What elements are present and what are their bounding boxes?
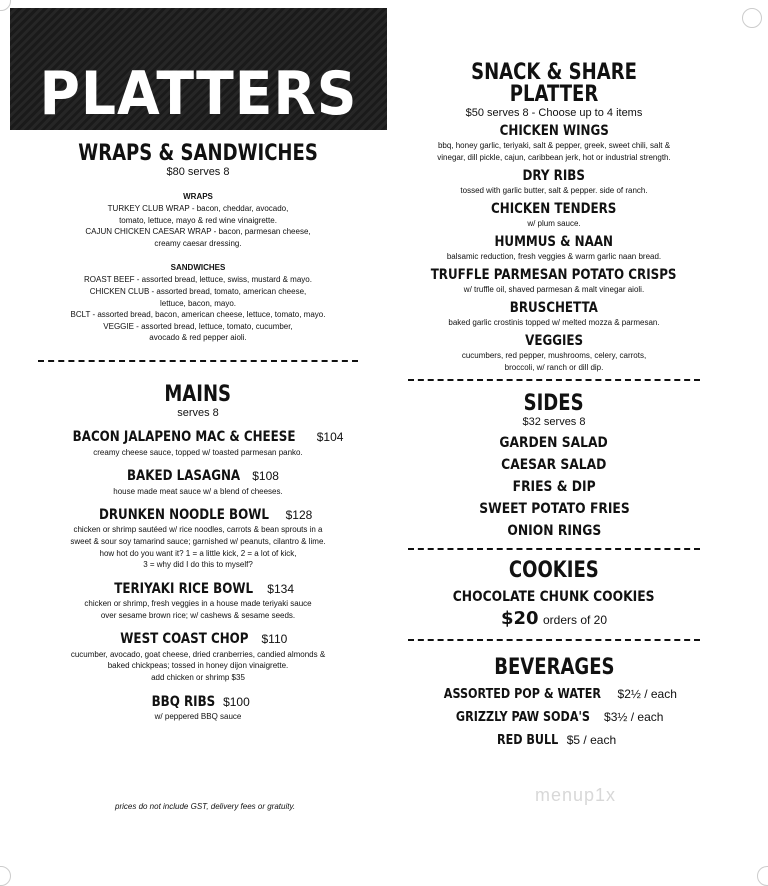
divider [408, 639, 700, 641]
sandwiches-line: VEGGIE - assorted bread, lettuce, tomato, cucumber, [103, 321, 293, 331]
side-item: SWEET POTATO FRIES [478, 501, 630, 518]
menu-item-desc: w/ plum sauce. [527, 219, 581, 229]
side-item: GARDEN SALAD [499, 435, 609, 452]
side-item: CAESAR SALAD [501, 457, 607, 474]
menu-item-desc: vinegar, dill pickle, cajun, caribbean jerk, hot or industrial strength. [437, 153, 671, 163]
section-subtitle: $80 serves 8 [166, 166, 230, 178]
sides-section [408, 393, 700, 542]
sandwiches-line: lettuce, bacon, mayo. [159, 298, 237, 308]
footer-note: prices do not include GST, delivery fees or gratuity. [115, 802, 296, 811]
right-column [408, 62, 700, 752]
cookie-item: CHOCOLATE CHUNK COOKIES [453, 589, 655, 606]
menu-item-name: WEST COAST CHOP $110 [119, 631, 288, 648]
menu-item-name: BRUSCHETTA [509, 299, 599, 316]
wraps-line: CAJUN CHICKEN CAESAR WRAP - bacon, parmesan cheese, [85, 227, 311, 237]
section-subtitle: $32 serves 8 [522, 416, 586, 429]
menu-item-desc: tossed with garlic butter, salt & pepper. side of ranch. [460, 186, 648, 196]
menu-item-desc: 3 = why did I do this to myself? [143, 560, 253, 570]
cookie-price-line [408, 608, 700, 631]
side-item: FRIES & DIP [512, 479, 596, 496]
section-title: SNACK & SHARE PLATTER [471, 60, 637, 107]
menu-item-desc: chicken or shrimp, fresh veggies in a house made teriyaki sauce [84, 599, 312, 609]
menu-item-name: TRUFFLE PARMESAN POTATO CRISPS [431, 266, 677, 283]
menu-item-desc: cucumber, avocado, goat cheese, dried cranberries, candied almonds & [70, 649, 326, 659]
section-title: MAINS [164, 382, 232, 408]
menu-item-name: DRY RIBS [522, 167, 586, 184]
menu-item-name: BAKED LASAGNA $108 [127, 468, 279, 485]
menu-item-desc: cucumbers, red pepper, mushrooms, celery, carrots, [461, 350, 647, 360]
wraps-heading: WRAPS [183, 192, 213, 202]
menu-item-desc: over sesame brown rice; w/ cashews & sesame seeds. [100, 610, 296, 620]
section-title: WRAPS & SANDWICHES [78, 141, 318, 166]
menu-item-desc: house made meat sauce w/ a blend of cheeses. [113, 486, 283, 496]
menu-item-name: TERIYAKI RICE BOWL $134 [114, 580, 294, 597]
menu-item-name: CHICKEN TENDERS [491, 200, 617, 217]
left-column [38, 143, 358, 723]
menu-item-name: BACON JALAPENO MAC & CHEESE $104 [72, 429, 344, 446]
menu-item-desc: w/ peppered BBQ sauce [154, 712, 242, 721]
corner-mark [742, 8, 762, 28]
sandwiches-line: BCLT - assorted bread, bacon, american cheese, lettuce, tomato, mayo. [70, 310, 326, 320]
divider [408, 379, 700, 381]
section-title: COOKIES [509, 558, 599, 584]
sandwiches-line: CHICKEN CLUB - assorted bread, tomato, american cheese, [89, 287, 307, 297]
snack-share-section [408, 62, 700, 373]
header-banner [10, 8, 387, 130]
menu-item-desc: w/ truffle oil, shaved parmesan & malt vinegar aioli. [463, 285, 645, 295]
menu-item-name: HUMMUS & NAAN [494, 233, 614, 250]
menu-item-desc: creamy cheese sauce, topped w/ toasted parmesan panko. [93, 447, 303, 457]
menu-item-desc: how hot do you want it? 1 = a little kick, 2 = a lot of kick, [99, 548, 297, 558]
corner-mark [0, 866, 11, 886]
beverage-item: RED BULL $5 / each [496, 733, 617, 749]
beverages-section [408, 657, 700, 752]
page-title: PLATTERS [39, 59, 358, 129]
divider [408, 548, 700, 550]
menu-item-name: VEGGIES [524, 332, 584, 349]
beverage-item: ASSORTED POP & WATER $2½ / each [443, 687, 677, 703]
cookie-price-note: orders of 20 [542, 613, 608, 628]
menu-item-name: CHICKEN WINGS [499, 123, 609, 140]
section-subtitle: $50 serves 8 - Choose up to 4 items [465, 107, 643, 119]
menu-item-desc: broccoli, w/ ranch or dill dip. [504, 362, 604, 372]
beverage-item: GRIZZLY PAW SODA'S $3½ / each [455, 710, 664, 726]
sandwiches-line: ROAST BEEF - assorted bread, lettuce, swiss, mustard & mayo. [84, 275, 312, 285]
wraps-sandwiches-section [38, 143, 358, 344]
wraps-line: creamy caesar dressing. [154, 238, 242, 248]
menu-item-desc: baked chickpeas; tossed in honey dijon vinaigrette. [107, 661, 289, 671]
menu-item-desc: sweet & sour soy tamarind sauce; garnished w/ peanuts, cilantro & lime. [70, 537, 326, 547]
menu-item-desc: balsamic reduction, fresh veggies & warm garlic naan bread. [446, 252, 662, 262]
cookie-price: $20 [500, 608, 539, 630]
cookies-section [408, 560, 700, 631]
mains-section [38, 384, 358, 723]
sandwiches-line: avocado & red pepper aioli. [149, 333, 247, 343]
section-subtitle: serves 8 [177, 407, 219, 420]
wraps-line: TURKEY CLUB WRAP - bacon, cheddar, avocado, [107, 204, 289, 214]
menu-item-desc: bbq, honey garlic, teriyaki, salt & pepper, greek, sweet chili, salt & [437, 141, 671, 151]
side-item: ONION RINGS [507, 523, 601, 540]
watermark: menup1x [535, 785, 617, 805]
wraps-line: tomato, lettuce, mayo & red wine vinaigrette. [119, 215, 277, 225]
menu-item-name: DRUNKEN NOODLE BOWL $128 [98, 507, 313, 524]
menu-item-desc: baked garlic crostinis topped w/ melted mozza & parmesan. [448, 318, 660, 327]
corner-mark [757, 866, 768, 886]
divider [38, 360, 358, 362]
menu-item-name: BBQ RIBS $100 [151, 693, 250, 710]
menu-item-desc: chicken or shrimp sautéed w/ rice noodles, carrots & bean sprouts in a [73, 525, 323, 535]
section-title: BEVERAGES [493, 655, 615, 681]
menu-item-desc: add chicken or shrimp $35 [151, 673, 245, 683]
sandwiches-heading: SANDWICHES [170, 263, 226, 273]
section-title: SIDES [523, 391, 584, 417]
